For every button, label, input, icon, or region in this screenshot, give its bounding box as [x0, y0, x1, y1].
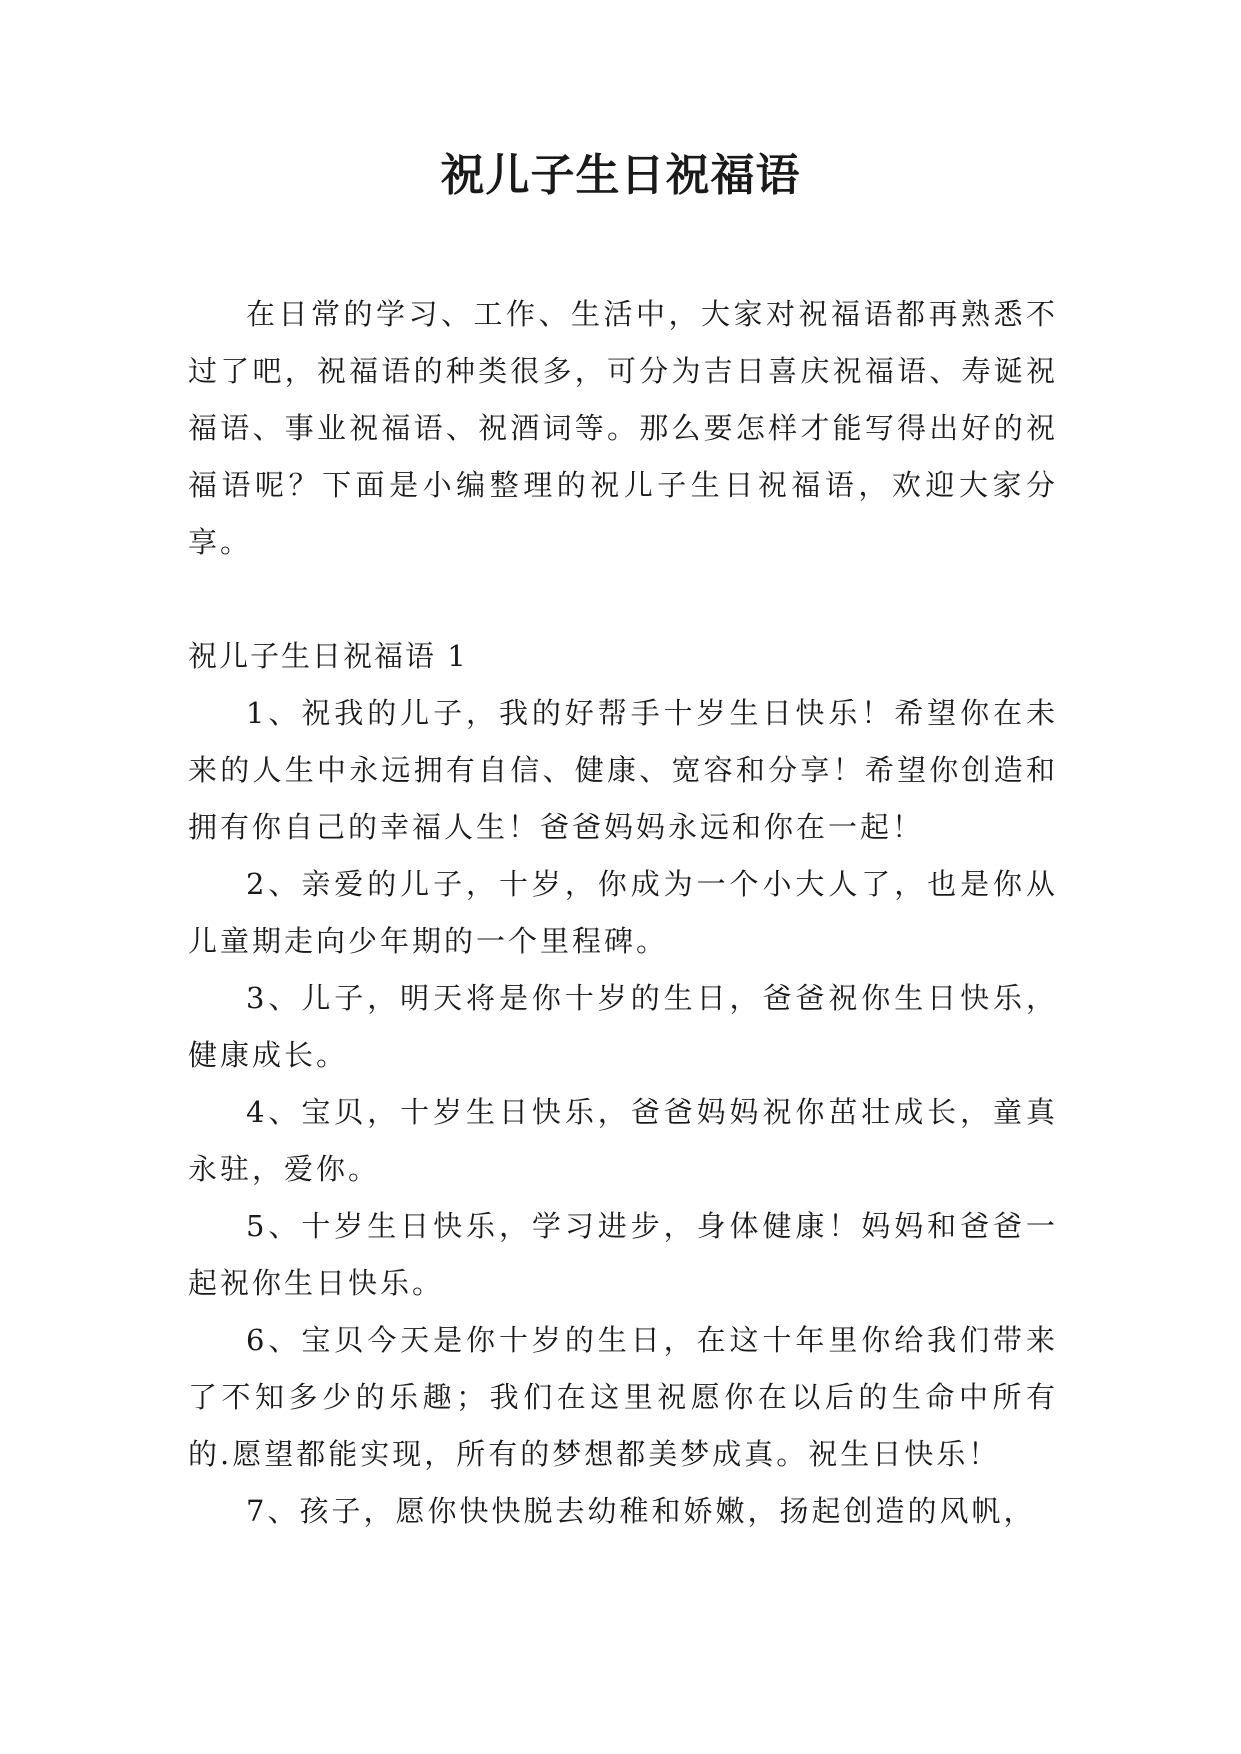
document-body — [188, 286, 1058, 1540]
document-title: 祝儿子生日祝福语 — [440, 150, 801, 201]
section-heading: 祝儿子生日祝福语 1 — [188, 639, 468, 673]
wish-item-1: 1、祝我的儿子，我的好帮手十岁生日快乐！希望你在未来的人生中永远拥有自信、健康、宽容和分享！希望你创造和拥有你自己的幸福人生！爸爸妈妈永远和你在一起！ — [188, 696, 1058, 844]
wish-item-2: 2、亲爱的儿子，十岁，你成为一个小大人了，也是你从儿童期走向少年期的一个里程碑。 — [188, 867, 1058, 958]
wish-item-4: 4、宝贝，十岁生日快乐，爸爸妈妈祝你茁壮成长，童真永驻，爱你。 — [188, 1095, 1058, 1186]
intro-paragraph: 在日常的学习、工作、生活中，大家对祝福语都再熟悉不过了吧，祝福语的种类很多，可分为吉日喜庆祝福语、寿诞祝福语、事业祝福语、祝酒词等。那么要怎样才能写得出好的祝福语呢？下面是小编整理的祝儿子生日祝福语，欢迎大家分享。 — [188, 297, 1058, 559]
wish-item-7: 7、孩子，愿你快快脱去幼稚和娇嫩，扬起创造的风帆， — [246, 1494, 1036, 1528]
wish-item-3: 3、儿子，明天将是你十岁的生日，爸爸祝你生日快乐，健康成长。 — [188, 981, 1058, 1072]
wish-item-6: 6、宝贝今天是你十岁的生日，在这十年里你给我们带来了不知多少的乐趣；我们在这里祝愿你在以后的生命中所有的.愿望都能实现，所有的梦想都美梦成真。祝生日快乐！ — [188, 1323, 1058, 1471]
wish-item-5: 5、十岁生日快乐，学习进步，身体健康！妈妈和爸爸一起祝你生日快乐。 — [188, 1209, 1058, 1300]
